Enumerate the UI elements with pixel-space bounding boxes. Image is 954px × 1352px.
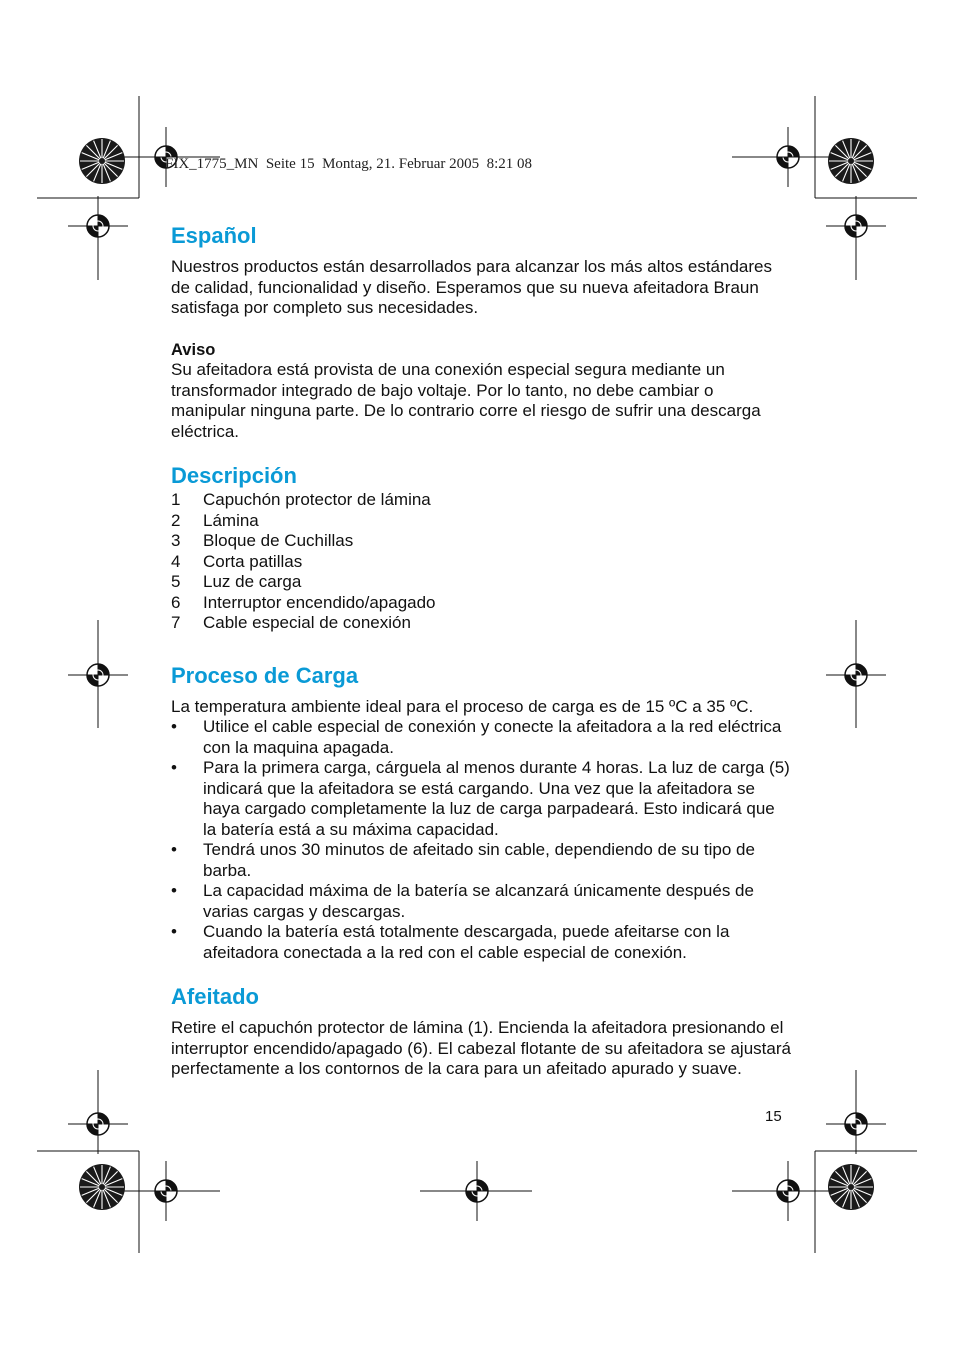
list-item	[171, 717, 791, 758]
list-item	[171, 758, 791, 840]
bullet-text: Para la primera carga, cárguela al menos durante 4 horas. La luz de carga (5) indicará que la afeitadora se está cargando. Una vez que la afeitadora se haya cargado completamente la luz de carga parpadeará. Esto indicará que la batería está a su máxima capacidad.	[203, 758, 790, 839]
charging-bullets	[171, 717, 791, 963]
item-number: 2	[171, 510, 181, 530]
section-title-espanol: Español	[171, 223, 257, 248]
list-item	[171, 490, 791, 511]
list-item	[171, 572, 791, 593]
bullet-text: Utilice el cable especial de conexión y conecte la afeitadora a la red eléctrica con la maquina apagada.	[203, 717, 782, 757]
print-header-line: FIX_1775_MN Seite 15 Montag, 21. Februar 2005 8:21 08	[165, 156, 533, 172]
list-item	[171, 531, 791, 552]
list-item	[171, 840, 791, 881]
item-number: 7	[171, 613, 181, 632]
item-number: 3	[171, 531, 181, 550]
item-number: 1	[171, 490, 181, 509]
section-title-descripcion: Descripción	[171, 463, 297, 488]
item-text: Capuchón protector de lámina	[203, 490, 431, 509]
list-item	[171, 511, 791, 532]
list-item	[171, 593, 791, 614]
page-content	[171, 222, 791, 1080]
intro-paragraph: Nuestros productos están desarrollados para alcanzar los más altos estándares de calidad, funcionalidad y diseño. Esperamos que su nueva afeitadora Braun satisfaga por completo sus necesidades.	[171, 257, 772, 317]
item-text: Cable especial de conexión	[203, 613, 411, 632]
page-number: 15	[765, 1108, 782, 1125]
bullet-marker: •	[171, 881, 177, 900]
warning-paragraph: Su afeitadora está provista de una conexión especial segura mediante un transformador integrado de bajo voltaje. Por lo tanto, no debe cambiar o manipular ninguna parte. De lo contrario corre el riesgo de sufrir una descarga eléctrica.	[171, 360, 761, 441]
item-number: 4	[171, 551, 181, 571]
section-title-proceso-de-carga: Proceso de Carga	[171, 662, 359, 688]
item-number: 5	[171, 572, 181, 591]
item-text: Lámina	[203, 510, 259, 530]
bullet-marker: •	[171, 758, 177, 777]
bullet-marker: •	[171, 922, 177, 941]
item-text: Interruptor encendido/apagado	[203, 592, 436, 612]
bullet-text: Cuando la batería está totalmente descargada, puede afeitarse con la afeitadora conectada a la red con el cable especial de conexión.	[203, 922, 730, 962]
item-text: Corta patillas	[203, 551, 303, 571]
bullet-marker: •	[171, 840, 177, 859]
bullet-marker: •	[171, 717, 177, 736]
section-title-afeitado: Afeitado	[171, 984, 259, 1009]
parts-list	[171, 490, 791, 634]
list-item	[171, 922, 791, 963]
warning-heading: Aviso	[171, 340, 216, 359]
bullet-text: La capacidad máxima de la batería se alcanzará únicamente después de varias cargas y descargas.	[203, 881, 754, 921]
charging-intro: La temperatura ambiente ideal para el proceso de carga es de 15 ºC a 35 ºC.	[171, 696, 754, 716]
list-item	[171, 613, 791, 634]
shaving-paragraph: Retire el capuchón protector de lámina (1). Encienda la afeitadora presionando el interruptor encendido/apagado (6). El cabezal flotante de su afeitadora se ajustará perfectamente a los contornos de la cara para un afeitado apurado y suave.	[171, 1018, 791, 1078]
item-text: Luz de carga	[203, 572, 302, 591]
list-item	[171, 881, 791, 922]
item-text: Bloque de Cuchillas	[203, 531, 354, 550]
item-number: 6	[171, 592, 181, 612]
list-item	[171, 552, 791, 573]
bullet-text: Tendrá unos 30 minutos de afeitado sin cable, dependiendo de su tipo de barba.	[203, 840, 755, 880]
